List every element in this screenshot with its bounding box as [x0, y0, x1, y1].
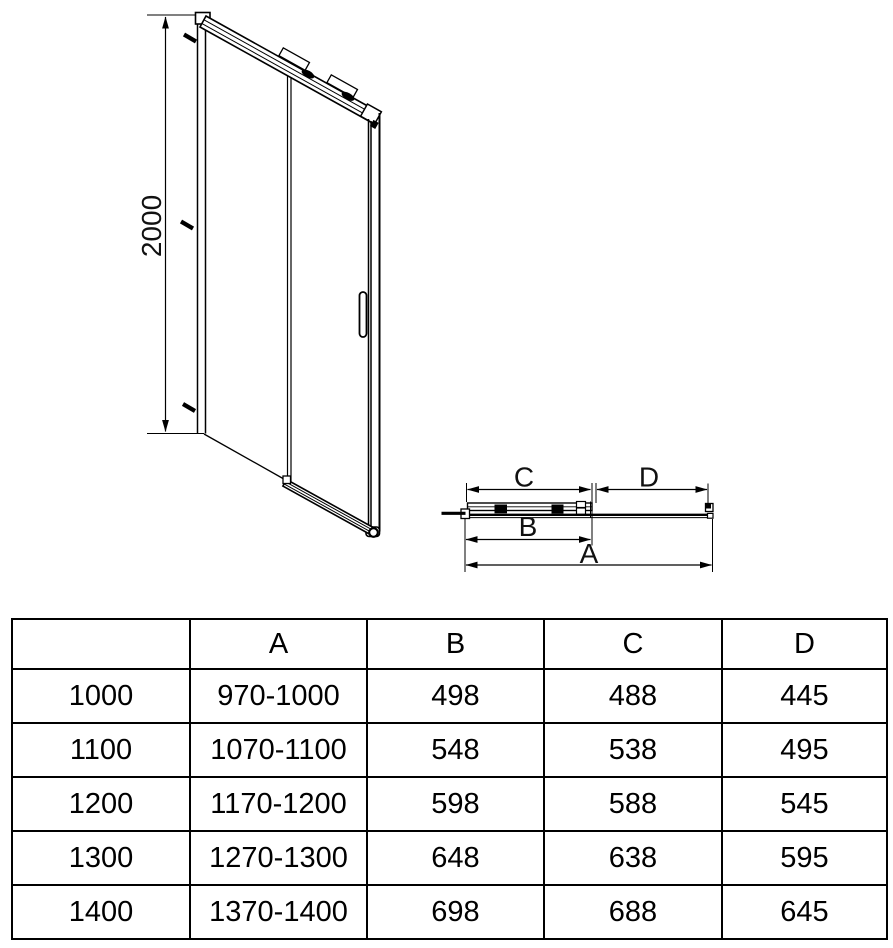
top-rail — [200, 16, 384, 129]
plan-stopper-icon — [577, 508, 586, 515]
cell-d: 545 — [722, 777, 887, 831]
cell-d: 595 — [722, 831, 887, 885]
cell-b: 548 — [367, 723, 544, 777]
table-row — [12, 777, 887, 831]
plan-stopper-icon — [577, 502, 586, 508]
wall-bracket-icon — [183, 404, 195, 411]
height-dimension — [136, 15, 204, 434]
dimension-label-c: C — [513, 461, 535, 493]
dimension-label-a: A — [579, 538, 599, 569]
door-handle-icon — [360, 292, 367, 337]
cell-a: 1370-1400 — [190, 885, 367, 939]
col-header-a: A — [190, 619, 367, 669]
cell-d: 445 — [722, 669, 887, 723]
cell-d: 645 — [722, 885, 887, 939]
cell-size: 1400 — [12, 885, 190, 939]
cell-b: 698 — [367, 885, 544, 939]
cell-c: 638 — [544, 831, 722, 885]
cell-a: 1270-1300 — [190, 831, 367, 885]
table-header-row — [12, 619, 887, 669]
cell-d: 495 — [722, 723, 887, 777]
table-row — [12, 831, 887, 885]
cell-b: 648 — [367, 831, 544, 885]
col-header-size — [12, 619, 190, 669]
col-header-c: C — [544, 619, 722, 669]
table-row — [12, 669, 887, 723]
cell-size: 1300 — [12, 831, 190, 885]
dimension-label-b: B — [518, 511, 538, 542]
cell-c: 488 — [544, 669, 722, 723]
height-dimension-label: 2000 — [136, 194, 167, 258]
cell-size: 1100 — [12, 723, 190, 777]
cell-a: 970-1000 — [190, 669, 367, 723]
cell-a: 1170-1200 — [190, 777, 367, 831]
cell-size: 1200 — [12, 777, 190, 831]
cell-b: 498 — [367, 669, 544, 723]
wall-bracket-icon — [181, 222, 193, 229]
cell-a: 1070-1100 — [190, 723, 367, 777]
table-row — [12, 723, 887, 777]
cell-c: 588 — [544, 777, 722, 831]
plan-roller-icon — [495, 505, 508, 514]
cell-b: 598 — [367, 777, 544, 831]
front-view-drawing — [136, 13, 384, 537]
glass-panels — [204, 76, 291, 482]
cell-size: 1000 — [12, 669, 190, 723]
dimension-label-d: D — [638, 461, 660, 493]
top-view-drawing — [442, 462, 714, 573]
cell-c: 538 — [544, 723, 722, 777]
bottom-rail — [283, 476, 378, 537]
wall-bracket-icon — [184, 35, 196, 42]
dimension-table — [11, 618, 888, 940]
plan-roller-icon — [552, 505, 564, 514]
table-row — [12, 885, 887, 939]
wall-profile — [181, 13, 210, 434]
cell-c: 688 — [544, 885, 722, 939]
rail-end-cap-icon — [369, 528, 378, 537]
col-header-b: B — [367, 619, 544, 669]
col-header-d: D — [722, 619, 887, 669]
door-right-frame — [366, 113, 380, 537]
